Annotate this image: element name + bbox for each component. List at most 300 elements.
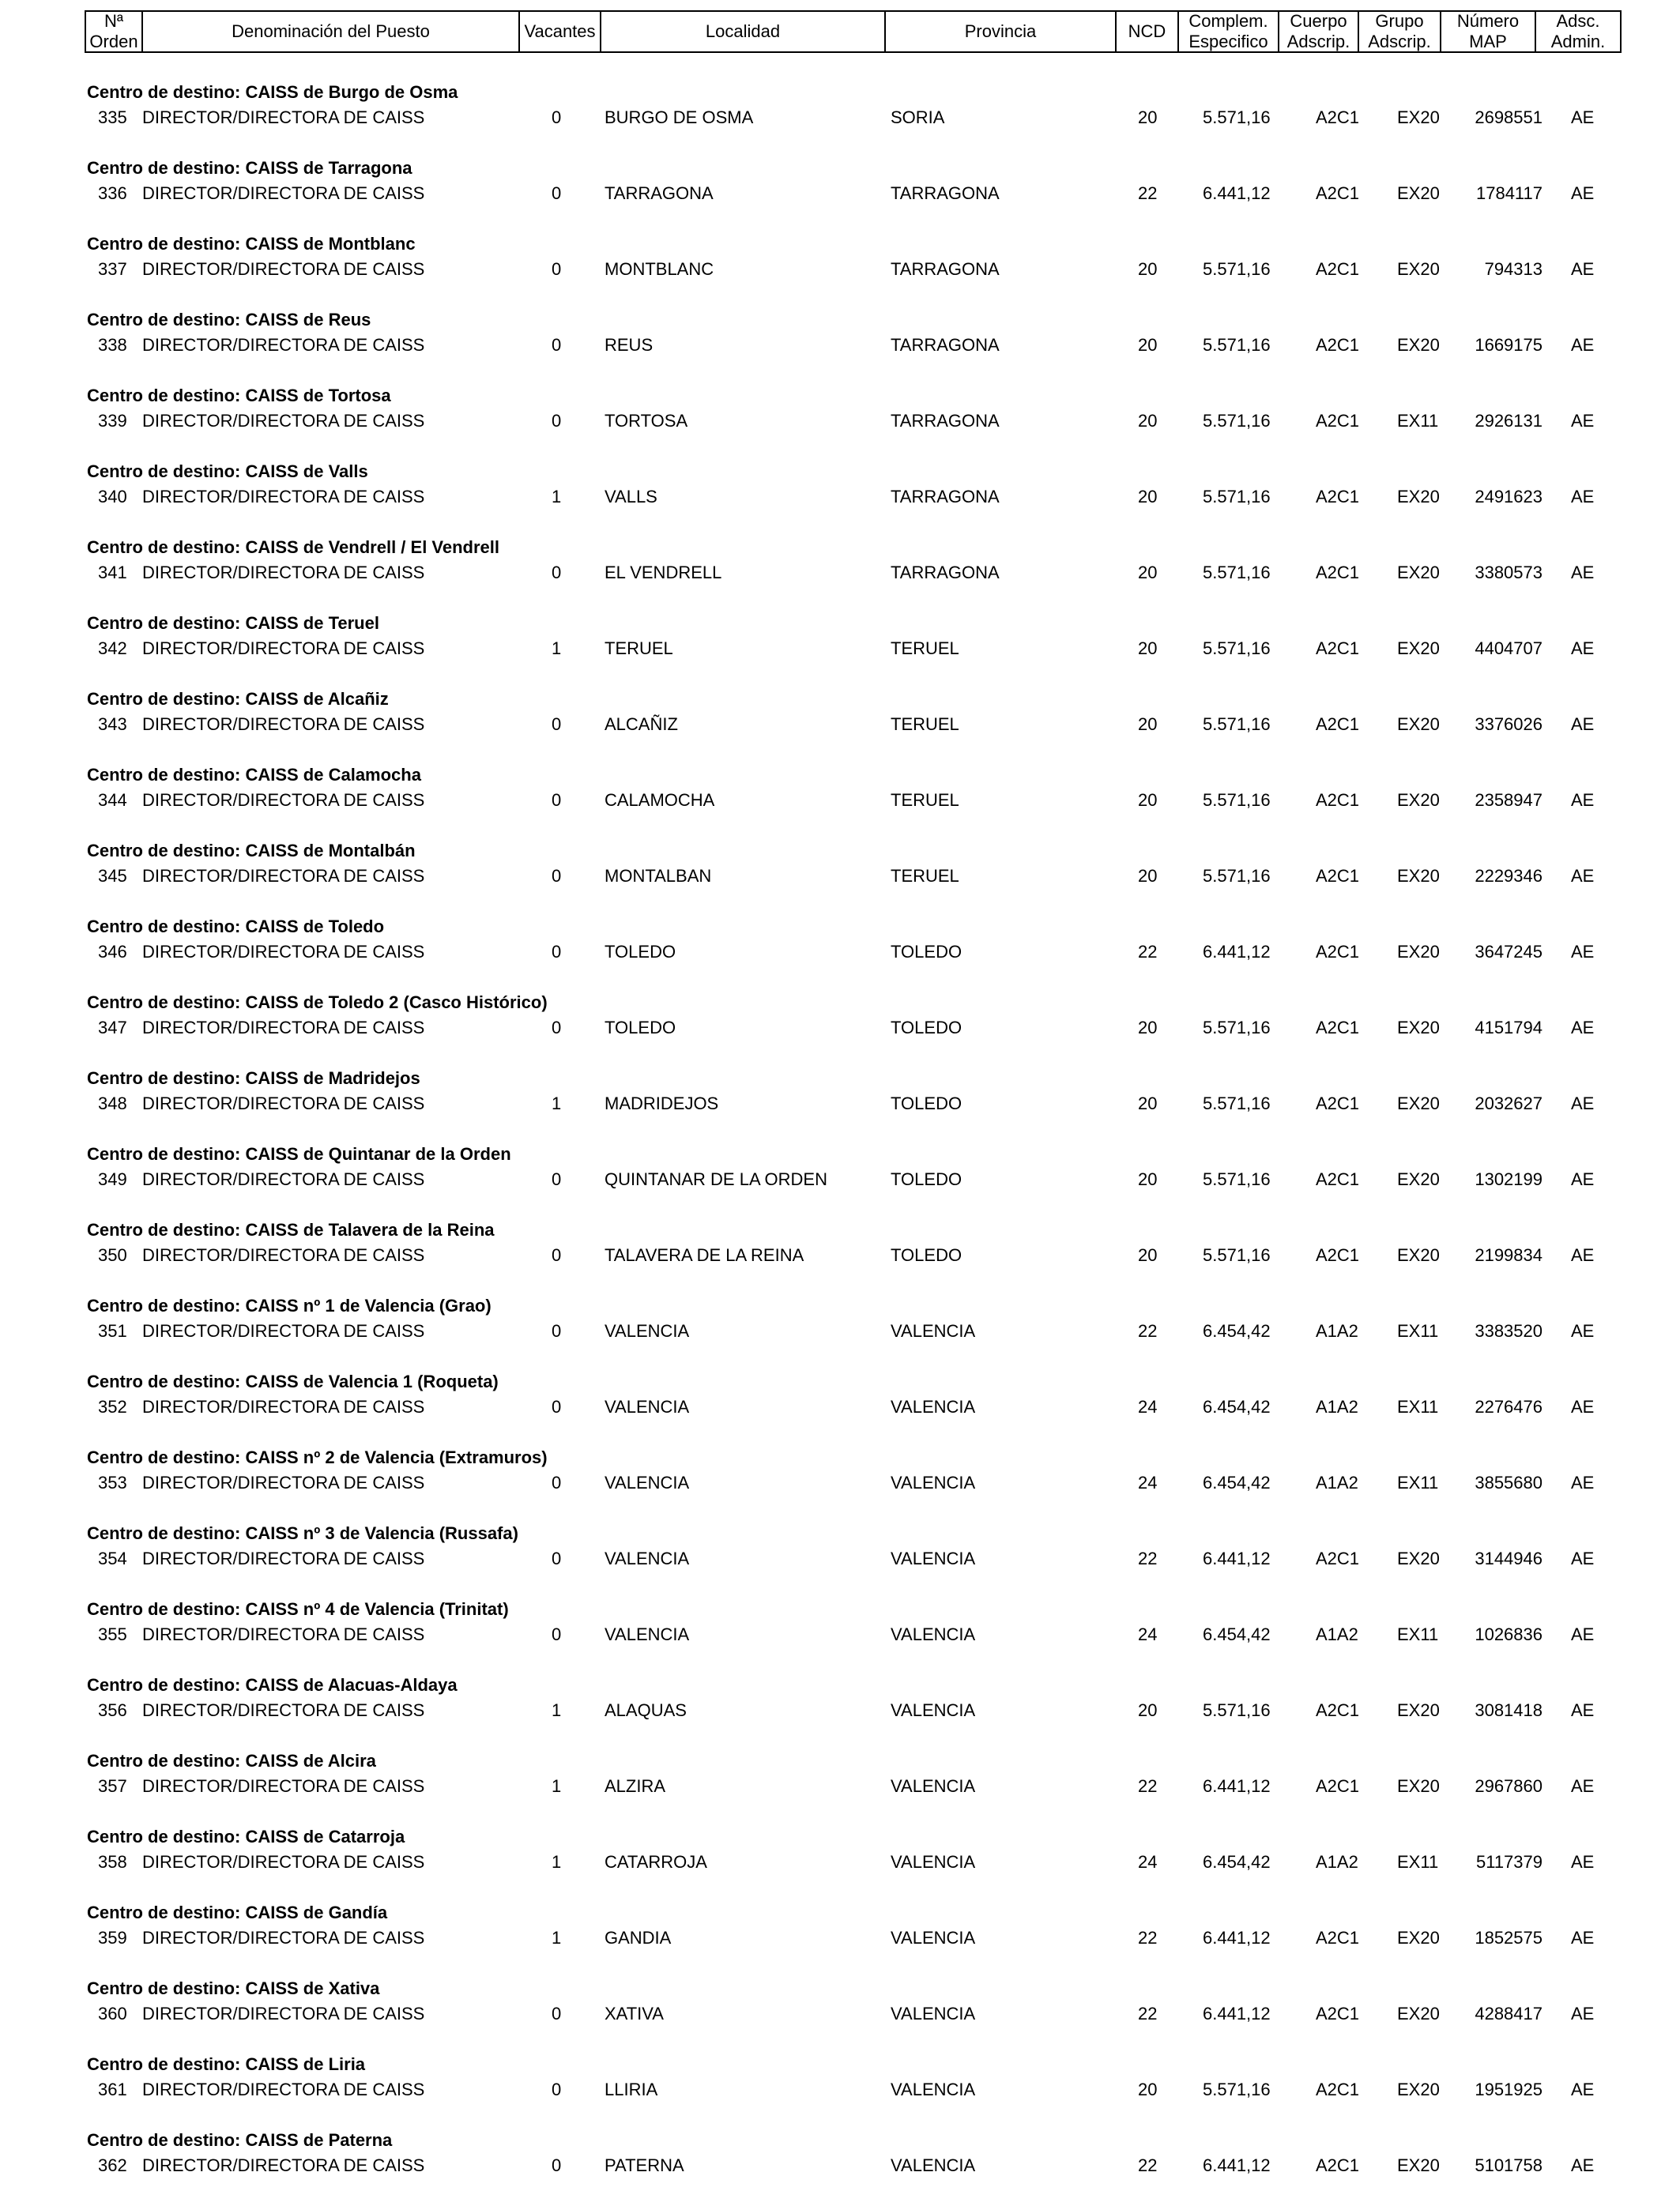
cell-map-number: 2926131	[1475, 411, 1543, 431]
cell-map-number: 1026836	[1475, 1624, 1543, 1644]
cell-map-number: 5101758	[1475, 2155, 1543, 2175]
header-cuerpo: Cuerpo Adscrip.	[1279, 12, 1359, 51]
table-row	[0, 1245, 1680, 1269]
destination-center-heading: Centro de destino: CAISS de Gandía	[87, 1903, 388, 1922]
cell-orden-number: 342	[98, 638, 127, 658]
cell-map-number: 2698551	[1475, 107, 1543, 127]
cell-job-title: DIRECTOR/DIRECTORA DE CAISS	[142, 714, 425, 734]
destination-group	[0, 1675, 1680, 1751]
cell-orden-number: 361	[98, 2080, 127, 2099]
cell-orden-number: 356	[98, 1700, 127, 1720]
cell-ncd-level: 20	[1138, 1094, 1158, 1113]
cell-vacancies: 0	[552, 1169, 562, 1189]
destination-center-heading: Centro de destino: CAISS de Burgo de Osma	[87, 82, 458, 102]
cell-vacancies: 0	[552, 942, 562, 962]
cell-specific-complement: 6.441,12	[1203, 2155, 1271, 2175]
cell-job-title: DIRECTOR/DIRECTORA DE CAISS	[142, 183, 425, 203]
cell-group: EX20	[1397, 638, 1440, 658]
cell-vacancies: 1	[552, 638, 562, 658]
cell-ncd-level: 20	[1138, 714, 1158, 734]
destination-center-heading: Centro de destino: CAISS nº 3 de Valencia (Russafa)	[87, 1523, 518, 1543]
destination-group	[0, 765, 1680, 841]
cell-specific-complement: 5.571,16	[1203, 790, 1271, 810]
destination-group	[0, 1903, 1680, 1978]
table-row	[0, 638, 1680, 662]
cell-corps: A2C1	[1316, 107, 1360, 127]
destination-center-heading: Centro de destino: CAISS de Calamocha	[87, 765, 421, 785]
cell-orden-number: 357	[98, 1776, 127, 1796]
cell-orden-number: 336	[98, 183, 127, 203]
cell-admin-assignment: AE	[1571, 1094, 1595, 1113]
cell-group: EX20	[1397, 2080, 1440, 2099]
cell-corps: A1A2	[1316, 1321, 1358, 1341]
table-row	[0, 1624, 1680, 1648]
cell-corps: A2C1	[1316, 714, 1360, 734]
destination-center-heading: Centro de destino: CAISS de Paterna	[87, 2130, 393, 2150]
cell-job-title: DIRECTOR/DIRECTORA DE CAISS	[142, 1624, 425, 1644]
cell-province: VALENCIA	[891, 1700, 976, 1720]
destination-center-heading: Centro de destino: CAISS de Reus	[87, 310, 371, 329]
cell-job-title: DIRECTOR/DIRECTORA DE CAISS	[142, 563, 425, 582]
cell-map-number: 794313	[1484, 259, 1543, 279]
cell-locality: LLIRIA	[605, 2080, 658, 2099]
cell-specific-complement: 6.441,12	[1203, 942, 1271, 962]
cell-corps: A1A2	[1316, 1397, 1358, 1417]
cell-admin-assignment: AE	[1571, 563, 1595, 582]
cell-corps: A2C1	[1316, 1169, 1360, 1189]
cell-province: VALENCIA	[891, 1852, 976, 1872]
cell-group: EX20	[1397, 714, 1440, 734]
destination-group	[0, 2130, 1680, 2206]
cell-vacancies: 0	[552, 259, 562, 279]
cell-specific-complement: 6.441,12	[1203, 183, 1271, 203]
cell-map-number: 3081418	[1475, 1700, 1543, 1720]
cell-specific-complement: 6.454,42	[1203, 1852, 1271, 1872]
cell-province: TOLEDO	[891, 942, 962, 962]
cell-province: VALENCIA	[891, 1928, 976, 1948]
cell-job-title: DIRECTOR/DIRECTORA DE CAISS	[142, 866, 425, 886]
cell-group: EX20	[1397, 1094, 1440, 1113]
cell-specific-complement: 6.441,12	[1203, 1549, 1271, 1568]
table-row	[0, 1169, 1680, 1193]
cell-map-number: 1951925	[1475, 2080, 1543, 2099]
cell-corps: A2C1	[1316, 1018, 1360, 1037]
cell-group: EX20	[1397, 183, 1440, 203]
cell-orden-number: 347	[98, 1018, 127, 1037]
table-row	[0, 1700, 1680, 1724]
cell-corps: A2C1	[1316, 638, 1360, 658]
cell-specific-complement: 5.571,16	[1203, 1245, 1271, 1265]
cell-group: EX20	[1397, 563, 1440, 582]
cell-specific-complement: 5.571,16	[1203, 259, 1271, 279]
cell-orden-number: 362	[98, 2155, 127, 2175]
cell-vacancies: 0	[552, 2155, 562, 2175]
cell-locality: CALAMOCHA	[605, 790, 715, 810]
cell-vacancies: 0	[552, 1473, 562, 1493]
cell-province: TARRAGONA	[891, 183, 1000, 203]
cell-orden-number: 352	[98, 1397, 127, 1417]
header-denominacion: Denominación del Puesto	[143, 12, 520, 51]
header-adsc: Adsc. Admin.	[1550, 11, 1606, 51]
table-row	[0, 1321, 1680, 1345]
cell-province: TERUEL	[891, 638, 959, 658]
cell-ncd-level: 20	[1138, 1169, 1158, 1189]
cell-group: EX11	[1397, 1852, 1439, 1872]
cell-job-title: DIRECTOR/DIRECTORA DE CAISS	[142, 259, 425, 279]
cell-locality: ALZIRA	[605, 1776, 666, 1796]
destination-group	[0, 386, 1680, 461]
cell-admin-assignment: AE	[1571, 107, 1595, 127]
cell-group: EX20	[1397, 487, 1440, 506]
cell-province: TARRAGONA	[891, 563, 1000, 582]
cell-specific-complement: 5.571,16	[1203, 1700, 1271, 1720]
cell-specific-complement: 5.571,16	[1203, 638, 1271, 658]
cell-admin-assignment: AE	[1571, 335, 1595, 355]
cell-locality: VALENCIA	[605, 1624, 690, 1644]
cell-group: EX20	[1397, 1700, 1440, 1720]
cell-job-title: DIRECTOR/DIRECTORA DE CAISS	[142, 1852, 425, 1872]
cell-job-title: DIRECTOR/DIRECTORA DE CAISS	[142, 411, 425, 431]
cell-map-number: 2199834	[1475, 1245, 1543, 1265]
cell-ncd-level: 24	[1138, 1624, 1158, 1644]
cell-orden-number: 360	[98, 2004, 127, 2023]
cell-vacancies: 0	[552, 2004, 562, 2023]
cell-group: EX11	[1397, 1473, 1439, 1493]
cell-job-title: DIRECTOR/DIRECTORA DE CAISS	[142, 638, 425, 658]
cell-job-title: DIRECTOR/DIRECTORA DE CAISS	[142, 1549, 425, 1568]
cell-vacancies: 0	[552, 1321, 562, 1341]
cell-map-number: 3855680	[1475, 1473, 1543, 1493]
cell-corps: A2C1	[1316, 2004, 1360, 2023]
cell-map-number: 1669175	[1475, 335, 1543, 355]
destination-center-heading: Centro de destino: CAISS de Toledo	[87, 917, 385, 936]
cell-job-title: DIRECTOR/DIRECTORA DE CAISS	[142, 1473, 425, 1493]
cell-province: TERUEL	[891, 714, 959, 734]
cell-specific-complement: 6.441,12	[1203, 1776, 1271, 1796]
cell-province: VALENCIA	[891, 1549, 976, 1568]
cell-vacancies: 0	[552, 714, 562, 734]
cell-vacancies: 1	[552, 1776, 562, 1796]
cell-orden-number: 349	[98, 1169, 127, 1189]
table-row	[0, 1928, 1680, 1952]
cell-locality: MONTALBAN	[605, 866, 712, 886]
cell-specific-complement: 6.454,42	[1203, 1473, 1271, 1493]
cell-job-title: DIRECTOR/DIRECTORA DE CAISS	[142, 1776, 425, 1796]
cell-locality: VALENCIA	[605, 1397, 690, 1417]
cell-ncd-level: 22	[1138, 1928, 1158, 1948]
cell-locality: TALAVERA DE LA REINA	[605, 1245, 804, 1265]
cell-locality: MONTBLANC	[605, 259, 714, 279]
cell-map-number: 4151794	[1475, 1018, 1543, 1037]
table-row	[0, 1852, 1680, 1876]
destination-group	[0, 310, 1680, 386]
cell-province: VALENCIA	[891, 2004, 976, 2023]
cell-orden-number: 343	[98, 714, 127, 734]
cell-job-title: DIRECTOR/DIRECTORA DE CAISS	[142, 942, 425, 962]
destination-group	[0, 1827, 1680, 1903]
destination-center-heading: Centro de destino: CAISS de Teruel	[87, 613, 379, 633]
cell-locality: CATARROJA	[605, 1852, 707, 1872]
cell-group: EX20	[1397, 259, 1440, 279]
cell-ncd-level: 20	[1138, 866, 1158, 886]
destination-center-heading: Centro de destino: CAISS de Tortosa	[87, 386, 391, 405]
cell-locality: PATERNA	[605, 2155, 684, 2175]
cell-province: VALENCIA	[891, 1321, 976, 1341]
cell-vacancies: 0	[552, 411, 562, 431]
cell-vacancies: 1	[552, 1928, 562, 1948]
cell-corps: A2C1	[1316, 335, 1360, 355]
cell-specific-complement: 5.571,16	[1203, 2080, 1271, 2099]
cell-admin-assignment: AE	[1571, 790, 1595, 810]
cell-admin-assignment: AE	[1571, 1776, 1595, 1796]
destination-group	[0, 841, 1680, 917]
cell-vacancies: 1	[552, 487, 562, 506]
cell-vacancies: 0	[552, 2080, 562, 2099]
destination-center-heading: Centro de destino: CAISS de Montblanc	[87, 234, 416, 254]
table-row	[0, 2080, 1680, 2103]
cell-specific-complement: 6.441,12	[1203, 2004, 1271, 2023]
cell-ncd-level: 20	[1138, 1245, 1158, 1265]
destination-group	[0, 2054, 1680, 2130]
cell-group: EX11	[1397, 1321, 1439, 1341]
cell-ncd-level: 20	[1138, 563, 1158, 582]
cell-locality: VALLS	[605, 487, 657, 506]
destination-center-heading: Centro de destino: CAISS de Alcañiz	[87, 689, 389, 709]
destination-center-heading: Centro de destino: CAISS de Xativa	[87, 1978, 380, 1998]
cell-orden-number: 344	[98, 790, 127, 810]
table-row	[0, 411, 1680, 435]
destination-center-heading: Centro de destino: CAISS nº 4 de Valencia (Trinitat)	[87, 1599, 509, 1619]
destination-group	[0, 1447, 1680, 1523]
header-orden: Nª Orden	[86, 12, 143, 51]
cell-specific-complement: 5.571,16	[1203, 411, 1271, 431]
cell-job-title: DIRECTOR/DIRECTORA DE CAISS	[142, 1928, 425, 1948]
cell-province: VALENCIA	[891, 1473, 976, 1493]
table-row	[0, 1776, 1680, 1800]
cell-group: EX20	[1397, 790, 1440, 810]
cell-specific-complement: 5.571,16	[1203, 563, 1271, 582]
cell-admin-assignment: AE	[1571, 2080, 1595, 2099]
cell-group: EX20	[1397, 1245, 1440, 1265]
cell-vacancies: 0	[552, 1624, 562, 1644]
destination-group	[0, 613, 1680, 689]
cell-orden-number: 341	[98, 563, 127, 582]
destination-group	[0, 1144, 1680, 1220]
table-row	[0, 183, 1680, 207]
cell-admin-assignment: AE	[1571, 1928, 1595, 1948]
cell-corps: A2C1	[1316, 1928, 1360, 1948]
cell-group: EX20	[1397, 1776, 1440, 1796]
cell-map-number: 3380573	[1475, 563, 1543, 582]
cell-admin-assignment: AE	[1571, 1700, 1595, 1720]
cell-orden-number: 337	[98, 259, 127, 279]
cell-map-number: 2491623	[1475, 487, 1543, 506]
header-complemento: Complem. Especifico	[1179, 12, 1279, 51]
cell-locality: VALENCIA	[605, 1321, 690, 1341]
cell-map-number: 2229346	[1475, 866, 1543, 886]
cell-ncd-level: 24	[1138, 1473, 1158, 1493]
cell-vacancies: 0	[552, 866, 562, 886]
cell-province: SORIA	[891, 107, 945, 127]
destination-center-heading: Centro de destino: CAISS de Talavera de la Reina	[87, 1220, 495, 1240]
cell-admin-assignment: AE	[1571, 1852, 1595, 1872]
cell-map-number: 1852575	[1475, 1928, 1543, 1948]
cell-corps: A2C1	[1316, 259, 1360, 279]
cell-map-number: 4288417	[1475, 2004, 1543, 2023]
cell-specific-complement: 6.454,42	[1203, 1321, 1271, 1341]
cell-locality: TOLEDO	[605, 1018, 676, 1037]
cell-corps: A2C1	[1316, 487, 1360, 506]
destination-center-heading: Centro de destino: CAISS de Quintanar de la Orden	[87, 1144, 511, 1164]
cell-admin-assignment: AE	[1571, 714, 1595, 734]
cell-job-title: DIRECTOR/DIRECTORA DE CAISS	[142, 1169, 425, 1189]
cell-ncd-level: 22	[1138, 2004, 1158, 2023]
cell-vacancies: 0	[552, 563, 562, 582]
cell-locality: ALCAÑIZ	[605, 714, 678, 734]
cell-job-title: DIRECTOR/DIRECTORA DE CAISS	[142, 1397, 425, 1417]
cell-province: TOLEDO	[891, 1018, 962, 1037]
cell-corps: A2C1	[1316, 411, 1360, 431]
cell-specific-complement: 5.571,16	[1203, 335, 1271, 355]
destination-center-heading: Centro de destino: CAISS nº 2 de Valencia (Extramuros)	[87, 1447, 548, 1467]
cell-locality: TORTOSA	[605, 411, 688, 431]
cell-group: EX20	[1397, 1169, 1440, 1189]
cell-corps: A2C1	[1316, 1245, 1360, 1265]
cell-job-title: DIRECTOR/DIRECTORA DE CAISS	[142, 335, 425, 355]
cell-locality: MADRIDEJOS	[605, 1094, 719, 1113]
destination-center-heading: Centro de destino: CAISS de Vendrell / El Vendrell	[87, 537, 500, 557]
cell-vacancies: 0	[552, 1397, 562, 1417]
destination-center-heading: Centro de destino: CAISS de Madridejos	[87, 1068, 420, 1088]
cell-group: EX20	[1397, 942, 1440, 962]
destination-center-heading: Centro de destino: CAISS de Valencia 1 (Roqueta)	[87, 1372, 499, 1391]
cell-map-number: 5117379	[1475, 1852, 1543, 1872]
cell-job-title: DIRECTOR/DIRECTORA DE CAISS	[142, 1094, 425, 1113]
cell-province: TERUEL	[891, 790, 959, 810]
cell-corps: A2C1	[1316, 563, 1360, 582]
cell-province: TARRAGONA	[891, 411, 1000, 431]
table-row	[0, 563, 1680, 586]
cell-ncd-level: 20	[1138, 790, 1158, 810]
cell-map-number: 3383520	[1475, 1321, 1543, 1341]
cell-orden-number: 348	[98, 1094, 127, 1113]
table-row	[0, 1473, 1680, 1496]
cell-map-number: 3376026	[1475, 714, 1543, 734]
cell-corps: A2C1	[1316, 790, 1360, 810]
cell-corps: A2C1	[1316, 2080, 1360, 2099]
cell-corps: A2C1	[1316, 1549, 1360, 1568]
table-row	[0, 2004, 1680, 2027]
cell-locality: XATIVA	[605, 2004, 664, 2023]
cell-admin-assignment: AE	[1571, 638, 1595, 658]
cell-map-number: 1784117	[1475, 183, 1543, 203]
cell-orden-number: 353	[98, 1473, 127, 1493]
destination-group	[0, 1751, 1680, 1827]
cell-group: EX20	[1397, 1928, 1440, 1948]
cell-specific-complement: 6.441,12	[1203, 1928, 1271, 1948]
cell-vacancies: 0	[552, 1549, 562, 1568]
cell-group: EX20	[1397, 866, 1440, 886]
cell-province: TARRAGONA	[891, 335, 1000, 355]
destination-group	[0, 1296, 1680, 1372]
cell-specific-complement: 5.571,16	[1203, 866, 1271, 886]
cell-job-title: DIRECTOR/DIRECTORA DE CAISS	[142, 1245, 425, 1265]
cell-group: EX11	[1397, 1397, 1439, 1417]
cell-admin-assignment: AE	[1571, 183, 1595, 203]
destination-group	[0, 537, 1680, 613]
cell-ncd-level: 20	[1138, 107, 1158, 127]
cell-group: EX20	[1397, 2004, 1440, 2023]
cell-corps: A2C1	[1316, 866, 1360, 886]
cell-ncd-level: 22	[1138, 1549, 1158, 1568]
cell-orden-number: 350	[98, 1245, 127, 1265]
destination-group	[0, 1068, 1680, 1144]
destination-group	[0, 917, 1680, 992]
cell-job-title: DIRECTOR/DIRECTORA DE CAISS	[142, 2080, 425, 2099]
cell-vacancies: 0	[552, 183, 562, 203]
cell-admin-assignment: AE	[1571, 2004, 1595, 2023]
table-row	[0, 942, 1680, 966]
cell-group: EX20	[1397, 335, 1440, 355]
cell-map-number: 4404707	[1475, 638, 1543, 658]
cell-map-number: 3144946	[1475, 1549, 1543, 1568]
header-map: Número MAP	[1441, 12, 1536, 51]
cell-job-title: DIRECTOR/DIRECTORA DE CAISS	[142, 1018, 425, 1037]
cell-locality: GANDIA	[605, 1928, 672, 1948]
cell-map-number: 1302199	[1475, 1169, 1543, 1189]
destination-center-heading: Centro de destino: CAISS de Tarragona	[87, 158, 412, 178]
cell-group: EX20	[1397, 2155, 1440, 2175]
cell-ncd-level: 20	[1138, 411, 1158, 431]
cell-job-title: DIRECTOR/DIRECTORA DE CAISS	[142, 1700, 425, 1720]
cell-map-number: 2358947	[1475, 790, 1543, 810]
cell-locality: QUINTANAR DE LA ORDEN	[605, 1169, 827, 1189]
destination-center-heading: Centro de destino: CAISS de Alcira	[87, 1751, 376, 1771]
cell-admin-assignment: AE	[1571, 1549, 1595, 1568]
cell-ncd-level: 24	[1138, 1397, 1158, 1417]
cell-province: VALENCIA	[891, 1776, 976, 1796]
cell-ncd-level: 20	[1138, 638, 1158, 658]
cell-map-number: 3647245	[1475, 942, 1543, 962]
cell-specific-complement: 5.571,16	[1203, 714, 1271, 734]
cell-map-number: 2967860	[1475, 1776, 1543, 1796]
cell-job-title: DIRECTOR/DIRECTORA DE CAISS	[142, 790, 425, 810]
cell-job-title: DIRECTOR/DIRECTORA DE CAISS	[142, 1321, 425, 1341]
header-provincia: Provincia	[886, 12, 1117, 51]
destination-center-heading: Centro de destino: CAISS de Valls	[87, 461, 368, 481]
cell-vacancies: 0	[552, 790, 562, 810]
cell-province: VALENCIA	[891, 2155, 976, 2175]
destination-group	[0, 158, 1680, 234]
cell-specific-complement: 5.571,16	[1203, 1018, 1271, 1037]
table-row	[0, 335, 1680, 359]
cell-locality: VALENCIA	[605, 1473, 690, 1493]
cell-group: EX11	[1397, 1624, 1439, 1644]
cell-orden-number: 345	[98, 866, 127, 886]
cell-admin-assignment: AE	[1571, 1473, 1595, 1493]
cell-corps: A2C1	[1316, 183, 1360, 203]
cell-admin-assignment: AE	[1571, 1245, 1595, 1265]
cell-ncd-level: 20	[1138, 1700, 1158, 1720]
cell-ncd-level: 22	[1138, 1321, 1158, 1341]
cell-corps: A2C1	[1316, 1094, 1360, 1113]
cell-vacancies: 0	[552, 1245, 562, 1265]
cell-orden-number: 340	[98, 487, 127, 506]
destination-group	[0, 82, 1680, 158]
table-row	[0, 259, 1680, 283]
cell-ncd-level: 22	[1138, 2155, 1158, 2175]
destination-group	[0, 992, 1680, 1068]
